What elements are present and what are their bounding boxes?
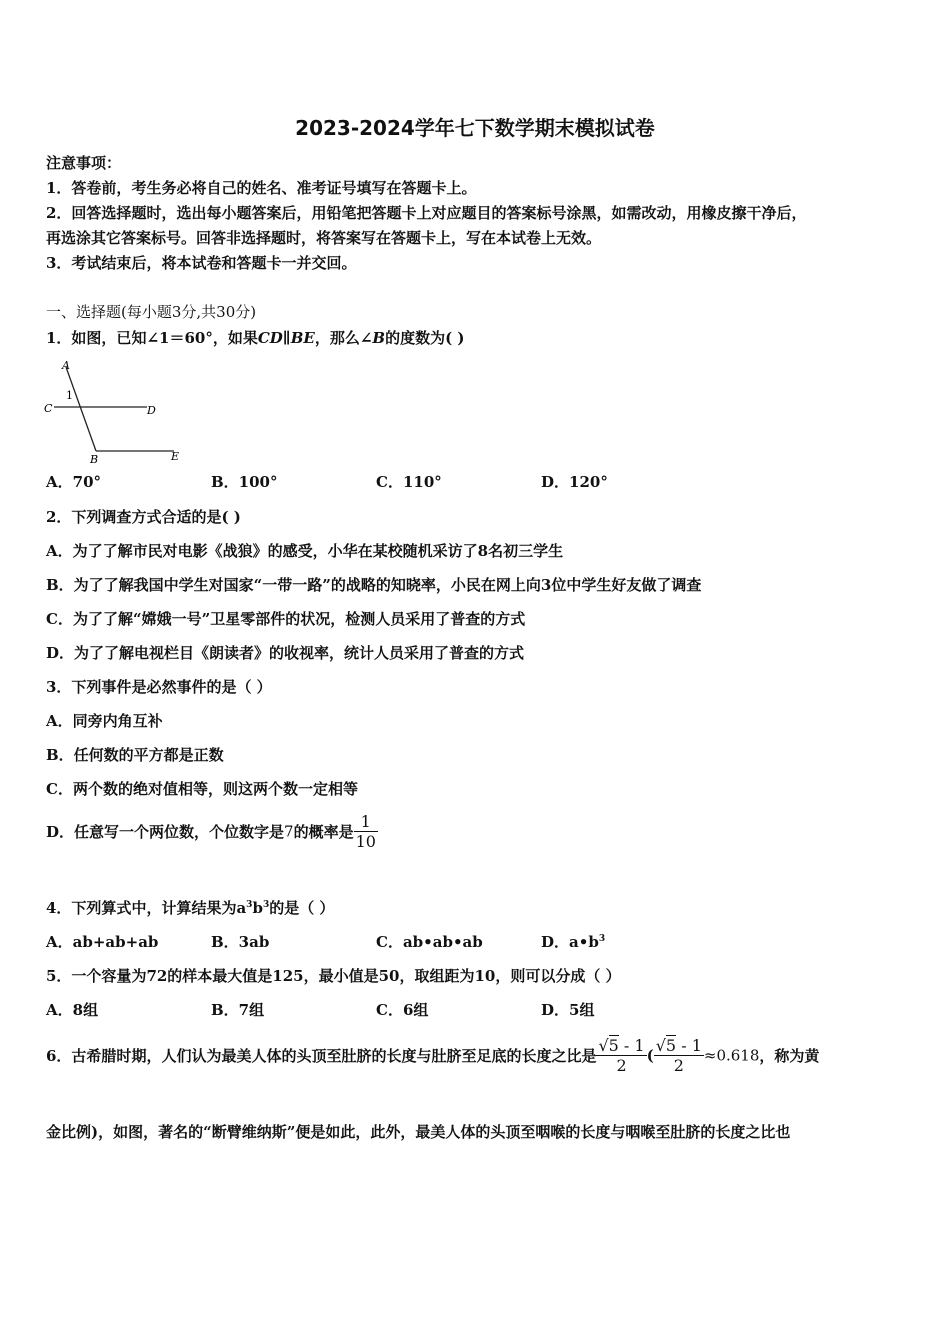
q1-label-b: B [90, 453, 99, 464]
q3-d-numerator: 1 [354, 812, 378, 832]
q4-d-text: D．a•b [541, 933, 599, 951]
q5-option-b: B．7组 [211, 1001, 265, 1019]
question-3-stem: 3．下列事件是必然事件的是（ ） [46, 678, 272, 696]
q3-d-mid: 的概率是 [293, 823, 354, 841]
q1-option-c: C．110° [376, 473, 442, 491]
q1-middle: ，那么∠ [314, 329, 373, 347]
q6-frac2-root: 5 [665, 1036, 677, 1055]
q4-b-char: b [252, 899, 263, 917]
q6-frac1-numerator: √5 - 1 [598, 1036, 645, 1055]
q1-prefix: 1．如图，已知∠1＝60°，如果 [46, 329, 258, 347]
q2-option-a: A．为了了解市民对电影《战狼》的感受，小华在某校随机采访了8名初三学生 [46, 542, 564, 560]
q5-option-a: A．8组 [46, 1001, 99, 1019]
q1-label-e: E [171, 450, 180, 463]
notice-heading: 注意事项： [46, 154, 122, 172]
q4-option-c: C．ab•ab•ab [376, 933, 483, 951]
q2-option-d: D．为了了解电视栏目《朗读者》的收视率，统计人员采用了普查的方式 [46, 644, 525, 662]
q1-transversal-line [66, 367, 96, 451]
q6-fraction-2 [654, 1036, 704, 1075]
q4-stem-suffix: 的是（ ） [269, 899, 335, 917]
q2-option-b: B．为了了解我国中学生对国家“一带一路”的战略的知晓率，小民在网上向3位中学生好友做了调查 [46, 576, 702, 594]
q1-label-1: 1 [66, 389, 73, 402]
q1-cd-be: CD∥BE [257, 329, 315, 347]
q1-b: B [372, 329, 386, 347]
q5-option-d: D．5组 [541, 1001, 595, 1019]
q6-line-2: 金比例)，如图，著名的“断臂维纳斯”便是如此，此外，最美人体的头顶至咽喉的长度与咽喉至肚脐的长度之比也 [46, 1123, 791, 1141]
q5-option-c: C．6组 [376, 1001, 429, 1019]
q1-label-a: A [62, 359, 70, 372]
notice-item: 2．回答选择题时，选出每小题答案后，用铅笔把答题卡上对应题目的答案标号涂黑，如需改动，用橡皮擦干净后， [46, 204, 807, 222]
q1-label-d: D [147, 404, 156, 417]
question-1-stem [46, 327, 465, 348]
question-6-stem [46, 1036, 819, 1075]
q6-suffix: ，称为黄 [759, 1047, 820, 1065]
q1-label-c: C [44, 402, 53, 415]
q3-d-seven: 7 [284, 822, 294, 841]
question-5-stem: 5．一个容量为72的样本最大值是125，最小值是50，取组距为10，则可以分成（ ） [46, 967, 621, 985]
q1-suffix: 的度数为( ) [385, 329, 465, 347]
notice-item: 1．答卷前，考生务必将自己的姓名、准考证号填写在答题卡上。 [46, 179, 477, 197]
q6-prefix: 6．古希腊时期，人们认为最美人体的头顶至肚脐的长度与肚脐至足底的长度之比是 [46, 1047, 597, 1065]
question-2-stem: 2．下列调查方式合适的是( ) [46, 508, 241, 526]
q6-frac1-rest: - 1 [618, 1036, 645, 1055]
q4-option-d [541, 931, 605, 952]
q3-option-b: B．任何数的平方都是正数 [46, 746, 224, 764]
q3-option-c: C．两个数的绝对值相等，则这两个数一定相等 [46, 780, 358, 798]
q4-stem-prefix: 4．下列算式中，计算结果为a [46, 899, 247, 917]
page-title: 2023-2024学年七下数学期末模拟试卷 [295, 116, 655, 140]
q3-option-a: A．同旁内角互补 [46, 712, 163, 730]
q6-paren: ( [646, 1046, 654, 1065]
q1-option-b: B．100° [211, 473, 278, 491]
q3-d-denominator: 10 [355, 832, 376, 851]
q4-sup-1: 3 [246, 900, 253, 910]
q3-d-fraction [354, 812, 378, 851]
q1-figure [44, 356, 194, 464]
q4-option-b: B．3ab [211, 933, 270, 951]
question-4-stem [46, 897, 334, 918]
q6-approx: ≈0.618 [703, 1046, 760, 1065]
q6-frac2-rest: - 1 [676, 1036, 702, 1055]
notice-item: 3．考试结束后，将本试卷和答题卡一并交回。 [46, 254, 357, 272]
notice-item: 再选涂其它答案标号。回答非选择题时，将答案写在答题卡上，写在本试卷上无效。 [46, 229, 602, 247]
q6-frac1-root: 5 [608, 1036, 619, 1055]
q4-d-sup: 3 [598, 934, 606, 944]
q4-option-a: A．ab+ab+ab [46, 933, 159, 951]
q1-option-d: D．120° [541, 473, 608, 491]
q1-option-a: A．70° [46, 473, 102, 491]
q6-frac2-denominator: 2 [673, 1056, 684, 1075]
q4-sup-2: 3 [262, 900, 270, 910]
q3-option-d [46, 812, 378, 851]
q6-fraction-1 [596, 1036, 646, 1075]
q6-frac1-denominator: 2 [616, 1056, 627, 1075]
section-title: 一、选择题(每小题3分,共30分) [46, 303, 257, 321]
q2-option-c: C．为了了解“嫦娥一号”卫星零部件的状况，检测人员采用了普查的方式 [46, 610, 526, 628]
q6-frac2-numerator: √5 - 1 [655, 1036, 702, 1055]
q3-d-prefix: D．任意写一个两位数，个位数字是 [46, 823, 285, 841]
